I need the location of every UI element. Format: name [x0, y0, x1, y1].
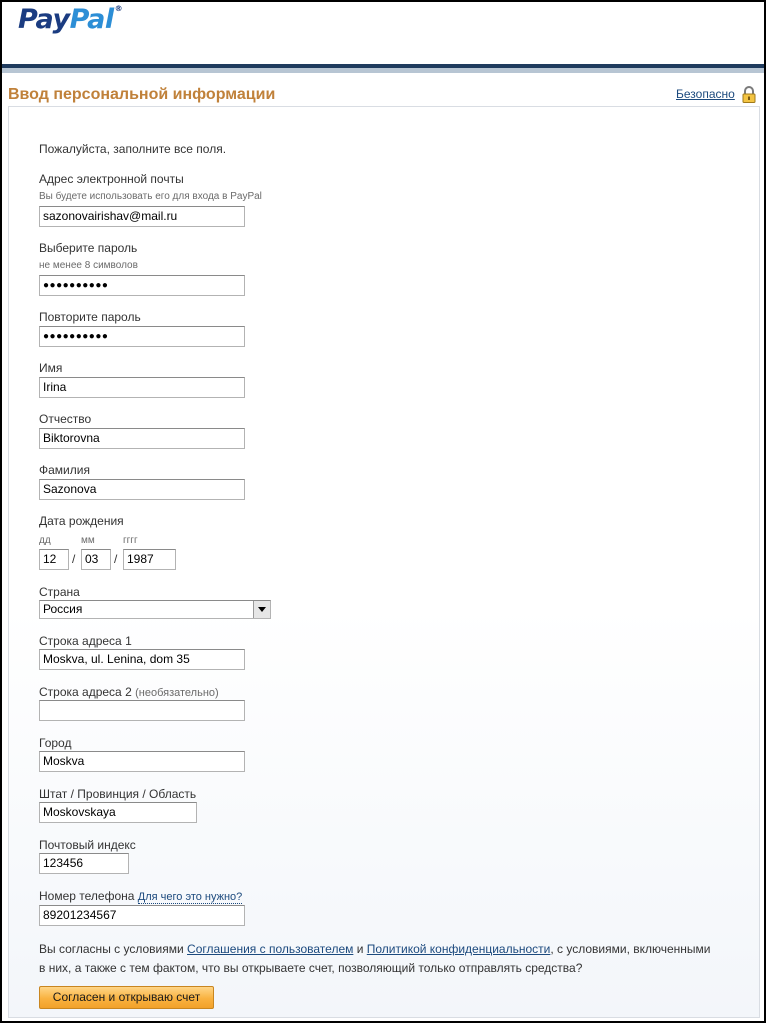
address1-field[interactable]: Moskva, ul. Lenina, dom 35 [39, 649, 245, 670]
country-select[interactable] [39, 600, 271, 619]
city-field[interactable]: Moskva [39, 751, 245, 772]
user-agreement-link[interactable]: Соглашения с пользователем [187, 942, 354, 956]
password-repeat-field[interactable]: ●●●●●●●●●● [39, 326, 245, 347]
agree-open-account-button[interactable]: Согласен и открываю счет [39, 986, 214, 1009]
password-hint: не менее 8 символов [39, 260, 138, 271]
password-label: Выберите пароль [39, 241, 138, 255]
terms-text-part: и [353, 942, 367, 956]
birth-month-field[interactable]: 03 [81, 549, 111, 570]
header-bar-shadow [2, 68, 764, 73]
address1-label: Строка адреса 1 [39, 634, 132, 648]
last-name-field[interactable]: Sazonova [39, 479, 245, 500]
privacy-policy-link[interactable]: Политикой конфиденциальности [366, 942, 551, 956]
paypal-logo: PayPal® [18, 4, 123, 35]
state-label: Штат / Провинция / Область [39, 787, 197, 801]
birth-date-label: Дата рождения [39, 514, 124, 528]
terms-text [39, 940, 739, 978]
password-field[interactable]: ●●●●●●●●●● [39, 275, 245, 296]
phone-label-text: Номер телефона [39, 889, 135, 903]
form-intro: Пожалуйста, заполните все поля. [39, 142, 227, 156]
country-select-value: Россия [43, 602, 83, 616]
country-label: Страна [39, 585, 80, 599]
address2-label [39, 685, 219, 699]
birth-day-hint: дд [39, 535, 51, 546]
birth-year-field[interactable]: 1987 [123, 549, 176, 570]
birth-month-hint: мм [81, 535, 95, 546]
birth-year-hint: гггг [123, 535, 138, 546]
page-title: Ввод персональной информации [8, 86, 276, 103]
phone-label [39, 889, 242, 903]
why-needed-link[interactable]: Для чего это нужно? [137, 891, 243, 903]
date-separator: / [72, 552, 76, 566]
lock-icon [741, 86, 757, 103]
terms-text-part: , с условиями, включенными [550, 942, 711, 956]
password-repeat-label: Повторите пароль [39, 310, 141, 324]
address2-field[interactable] [39, 700, 245, 721]
postal-label: Почтовый индекс [39, 838, 136, 852]
last-name-label: Фамилия [39, 463, 90, 477]
patronymic-field[interactable]: Biktorovna [39, 428, 245, 449]
first-name-label: Имя [39, 361, 63, 375]
birth-day-field[interactable]: 12 [39, 549, 69, 570]
terms-text-part: в них, а также с тем фактом, что вы открываете счет, позволяющий только отправлять средства? [39, 961, 583, 975]
email-field[interactable]: sazonovairishav@mail.ru [39, 206, 245, 227]
optional-note: (необязательно) [135, 687, 219, 699]
postal-field[interactable]: 123456 [39, 853, 129, 874]
state-field[interactable]: Moskovskaya [39, 802, 197, 823]
first-name-field[interactable]: Irina [39, 377, 245, 398]
email-hint: Вы будете использовать его для входа в PayPal [39, 191, 262, 202]
patronymic-label: Отчество [39, 412, 92, 426]
city-label: Город [39, 736, 72, 750]
secure-link[interactable]: Безопасно [676, 87, 735, 101]
email-label: Адрес электронной почты [39, 172, 184, 186]
chevron-down-icon[interactable] [253, 601, 270, 618]
date-separator: / [114, 552, 118, 566]
address2-label-text: Строка адреса 2 [39, 685, 132, 699]
phone-field[interactable]: 89201234567 [39, 905, 245, 926]
terms-text-part: Вы согласны с условиями [39, 942, 188, 956]
